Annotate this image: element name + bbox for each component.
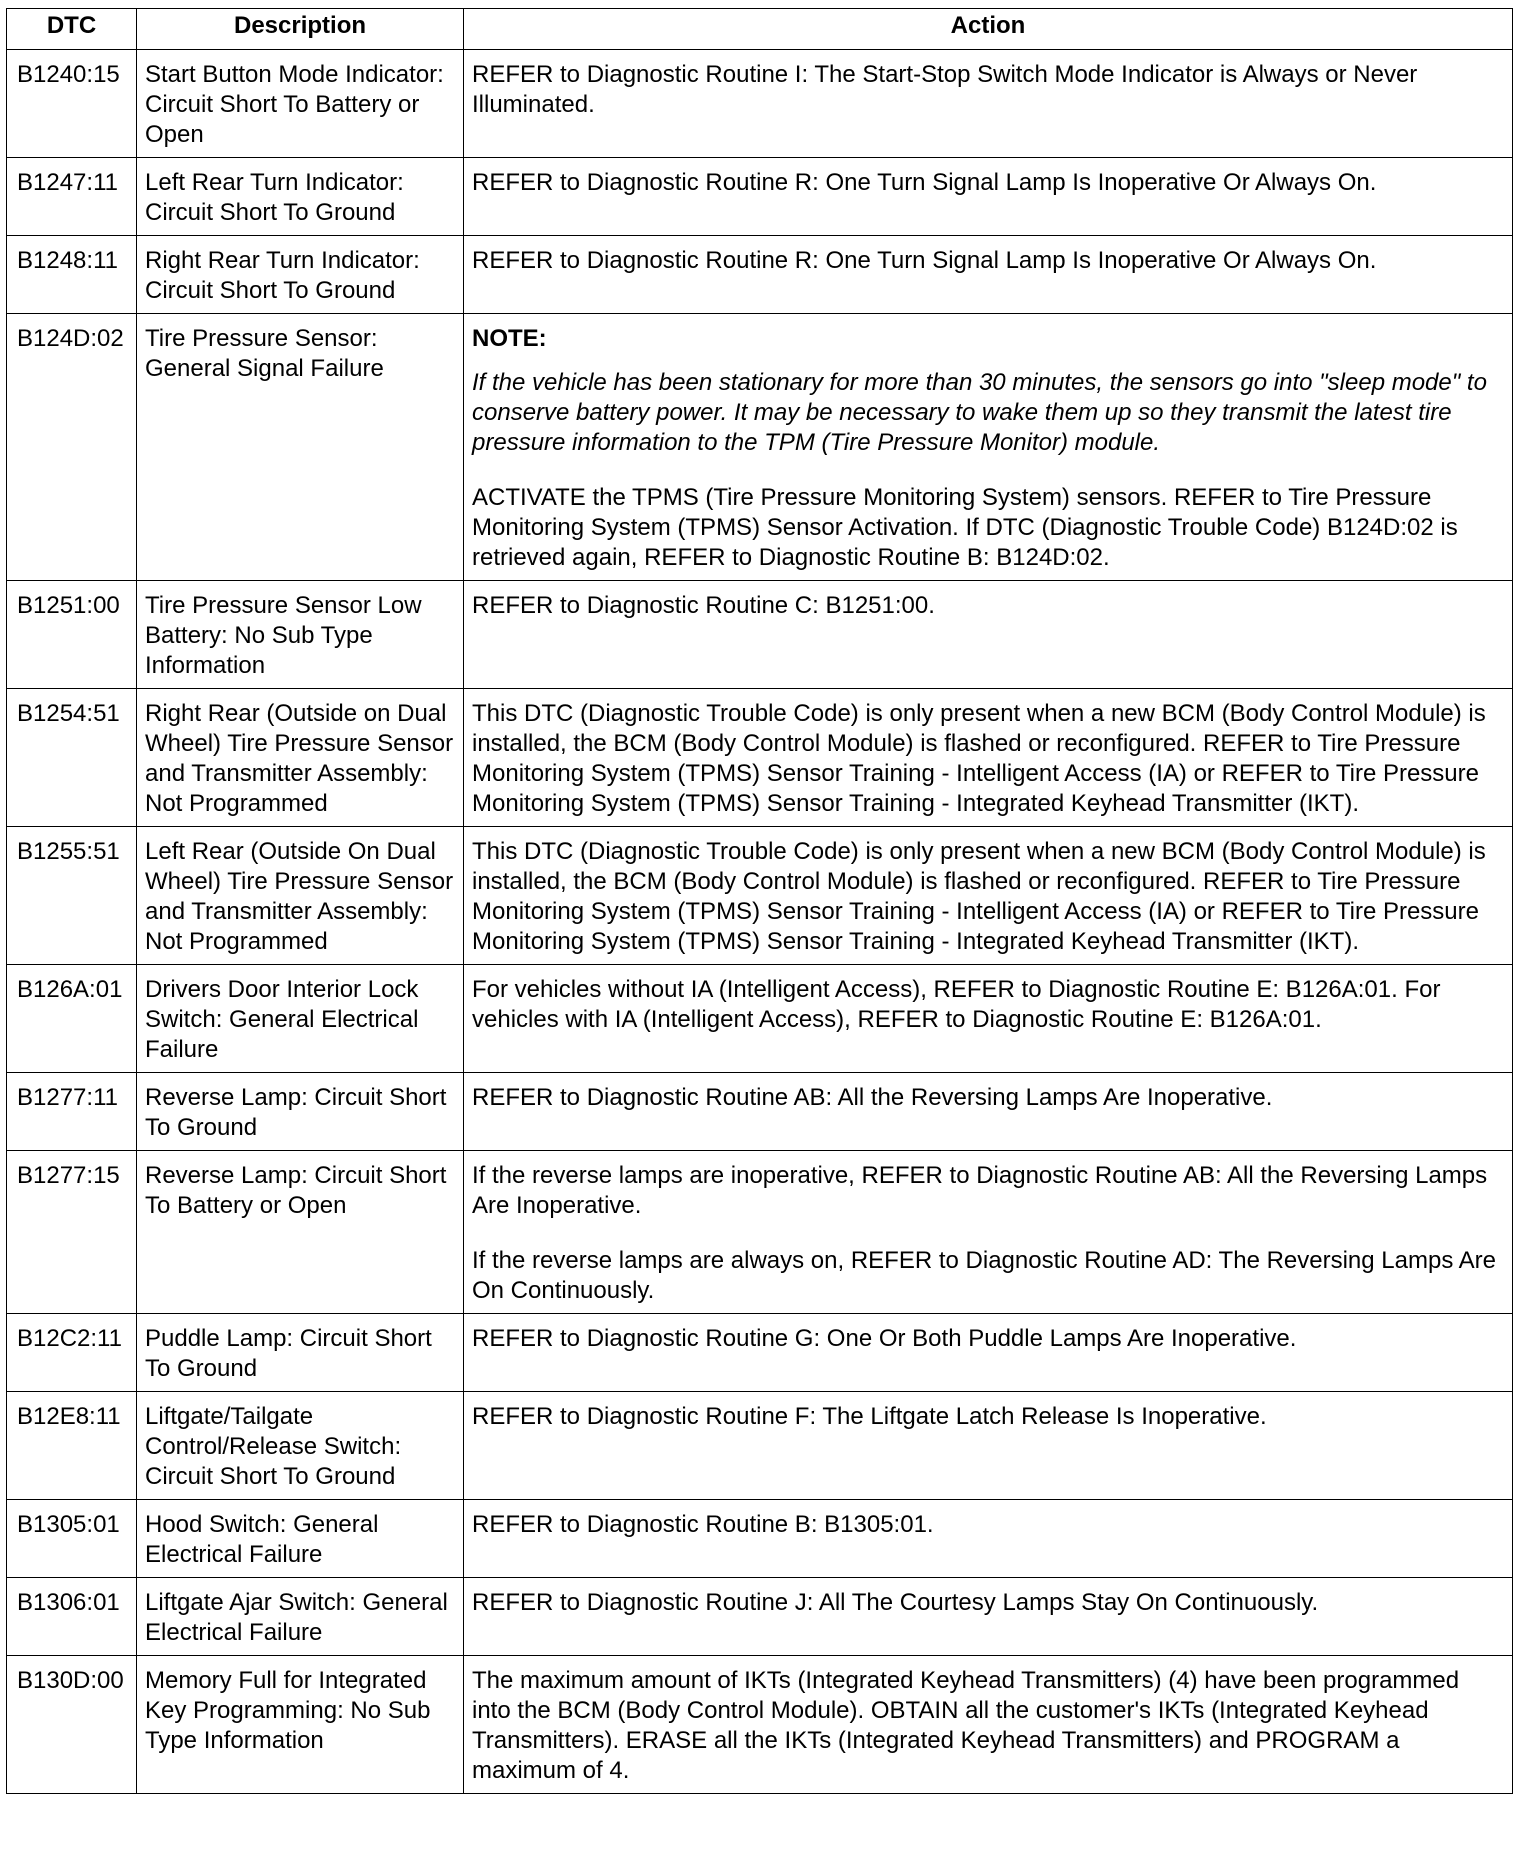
table-row (7, 1656, 1513, 1794)
table-row (7, 1578, 1513, 1656)
action-text: REFER to Diagnostic Routine C: B1251:00. (472, 592, 935, 619)
description-cell: Tire Pressure Sensor Low Battery: No Sub Type Information (137, 581, 464, 689)
table-row (7, 827, 1513, 965)
action-text: REFER to Diagnostic Routine B: B1305:01. (472, 1511, 934, 1538)
action-text: REFER to Diagnostic Routine J: All The Courtesy Lamps Stay On Continuously. (472, 1589, 1319, 1616)
action-text: For vehicles without IA (Intelligent Access), REFER to Diagnostic Routine E: B126A:01. For vehicles with IA (Intelligent Access), REFER to Diagnostic Routine E: B126A:01. (472, 976, 1441, 1033)
dtc-code-cell: B1277:11 (7, 1073, 137, 1151)
description-cell: Puddle Lamp: Circuit Short To Ground (137, 1314, 464, 1392)
description-cell: Left Rear Turn Indicator: Circuit Short To Ground (137, 158, 464, 236)
action-text: This DTC (Diagnostic Trouble Code) is only present when a new BCM (Body Control Module) is installed, the BCM (Body Control Module) is flashed or reconfigured. REFER to Tire Pressure Monitoring System (TPMS) Sensor Training - Intelligent Access (IA) or REFER to Tire Pressure Monitoring System (TPMS) Sensor Training - Integrated Keyhead Transmitter (IKT). (472, 838, 1486, 955)
table-header-row (7, 9, 1513, 50)
dtc-table-container (6, 8, 1512, 1794)
action-text: If the reverse lamps are always on, REFER to Diagnostic Routine AD: The Reversing Lamps Are On Continuously. (472, 1247, 1497, 1304)
action-cell (464, 236, 1513, 314)
dtc-code-cell: B126A:01 (7, 965, 137, 1073)
description-cell: Drivers Door Interior Lock Switch: General Electrical Failure (137, 965, 464, 1073)
action-cell (464, 158, 1513, 236)
description-cell: Reverse Lamp: Circuit Short To Battery or Open (137, 1151, 464, 1314)
description-cell: Liftgate/Tailgate Control/Release Switch: Circuit Short To Ground (137, 1392, 464, 1500)
dtc-table (6, 8, 1513, 1794)
dtc-code-cell: B12E8:11 (7, 1392, 137, 1500)
dtc-code-cell: B130D:00 (7, 1656, 137, 1794)
description-cell: Start Button Mode Indicator: Circuit Short To Battery or Open (137, 50, 464, 158)
action-text: REFER to Diagnostic Routine F: The Liftgate Latch Release Is Inoperative. (472, 1403, 1267, 1430)
note-text: If the vehicle has been stationary for more than 30 minutes, the sensors go into "sleep mode" to conserve battery power. It may be necessary to wake them up so they transmit the latest tire pressure information to the TPM (Tire Pressure Monitor) module. (472, 369, 1487, 456)
action-cell (464, 1656, 1513, 1794)
action-cell (464, 50, 1513, 158)
action-text: The maximum amount of IKTs (Integrated Keyhead Transmitters) (4) have been programmed into the BCM (Body Control Module). OBTAIN all the customer's IKTs (Integrated Keyhead Transmitters). ERASE all the IKTs (Integrated Keyhead Transmitters) and PROGRAM a maximum of 4. (472, 1667, 1460, 1784)
action-text: If the reverse lamps are inoperative, REFER to Diagnostic Routine AB: All the Reversing Lamps Are Inoperative. (472, 1162, 1488, 1219)
dtc-code-cell: B1240:15 (7, 50, 137, 158)
table-row (7, 1073, 1513, 1151)
action-cell (464, 1500, 1513, 1578)
table-row (7, 965, 1513, 1073)
action-cell (464, 1314, 1513, 1392)
header-action: Action (464, 9, 1513, 50)
action-cell (464, 314, 1513, 581)
table-row (7, 1500, 1513, 1578)
table-row (7, 1151, 1513, 1314)
dtc-code-cell: B1255:51 (7, 827, 137, 965)
description-cell: Liftgate Ajar Switch: General Electrical Failure (137, 1578, 464, 1656)
description-cell: Right Rear Turn Indicator: Circuit Short To Ground (137, 236, 464, 314)
action-cell (464, 689, 1513, 827)
dtc-code-cell: B1251:00 (7, 581, 137, 689)
table-row (7, 1392, 1513, 1500)
dtc-code-cell: B1248:11 (7, 236, 137, 314)
action-text: This DTC (Diagnostic Trouble Code) is only present when a new BCM (Body Control Module) is installed, the BCM (Body Control Module) is flashed or reconfigured. REFER to Tire Pressure Monitoring System (TPMS) Sensor Training - Intelligent Access (IA) or REFER to Tire Pressure Monitoring System (TPMS) Sensor Training - Integrated Keyhead Transmitter (IKT). (472, 700, 1486, 817)
table-row (7, 581, 1513, 689)
header-description: Description (137, 9, 464, 50)
action-cell (464, 1151, 1513, 1314)
action-text: ACTIVATE the TPMS (Tire Pressure Monitoring System) sensors. REFER to Tire Pressure Monitoring System (TPMS) Sensor Activation. If DTC (Diagnostic Trouble Code) B124D:02 is retrieved again, REFER to Diagnostic Routine B: B124D:02. (472, 484, 1458, 571)
action-cell (464, 1073, 1513, 1151)
dtc-code-cell: B1247:11 (7, 158, 137, 236)
description-cell: Hood Switch: General Electrical Failure (137, 1500, 464, 1578)
action-cell (464, 581, 1513, 689)
action-cell (464, 1578, 1513, 1656)
dtc-code-cell: B1254:51 (7, 689, 137, 827)
note-label: NOTE: (472, 325, 547, 352)
action-cell (464, 827, 1513, 965)
table-row (7, 158, 1513, 236)
table-row (7, 314, 1513, 581)
action-cell (464, 965, 1513, 1073)
description-cell: Reverse Lamp: Circuit Short To Ground (137, 1073, 464, 1151)
action-text: REFER to Diagnostic Routine R: One Turn Signal Lamp Is Inoperative Or Always On. (472, 169, 1377, 196)
dtc-code-cell: B12C2:11 (7, 1314, 137, 1392)
dtc-code-cell: B1306:01 (7, 1578, 137, 1656)
header-dtc: DTC (7, 9, 137, 50)
table-row (7, 50, 1513, 158)
table-row (7, 689, 1513, 827)
action-text: REFER to Diagnostic Routine G: One Or Both Puddle Lamps Are Inoperative. (472, 1325, 1297, 1352)
action-text: REFER to Diagnostic Routine I: The Start-Stop Switch Mode Indicator is Always or Never Illuminated. (472, 61, 1418, 118)
action-cell (464, 1392, 1513, 1500)
table-row (7, 1314, 1513, 1392)
description-cell: Tire Pressure Sensor: General Signal Failure (137, 314, 464, 581)
dtc-code-cell: B124D:02 (7, 314, 137, 581)
dtc-code-cell: B1277:15 (7, 1151, 137, 1314)
action-text: REFER to Diagnostic Routine AB: All the Reversing Lamps Are Inoperative. (472, 1084, 1273, 1111)
table-row (7, 236, 1513, 314)
table-body (7, 50, 1513, 1794)
dtc-code-cell: B1305:01 (7, 1500, 137, 1578)
description-cell: Memory Full for Integrated Key Programming: No Sub Type Information (137, 1656, 464, 1794)
description-cell: Left Rear (Outside On Dual Wheel) Tire Pressure Sensor and Transmitter Assembly: Not Programmed (137, 827, 464, 965)
action-text: REFER to Diagnostic Routine R: One Turn Signal Lamp Is Inoperative Or Always On. (472, 247, 1377, 274)
description-cell: Right Rear (Outside on Dual Wheel) Tire Pressure Sensor and Transmitter Assembly: Not Programmed (137, 689, 464, 827)
